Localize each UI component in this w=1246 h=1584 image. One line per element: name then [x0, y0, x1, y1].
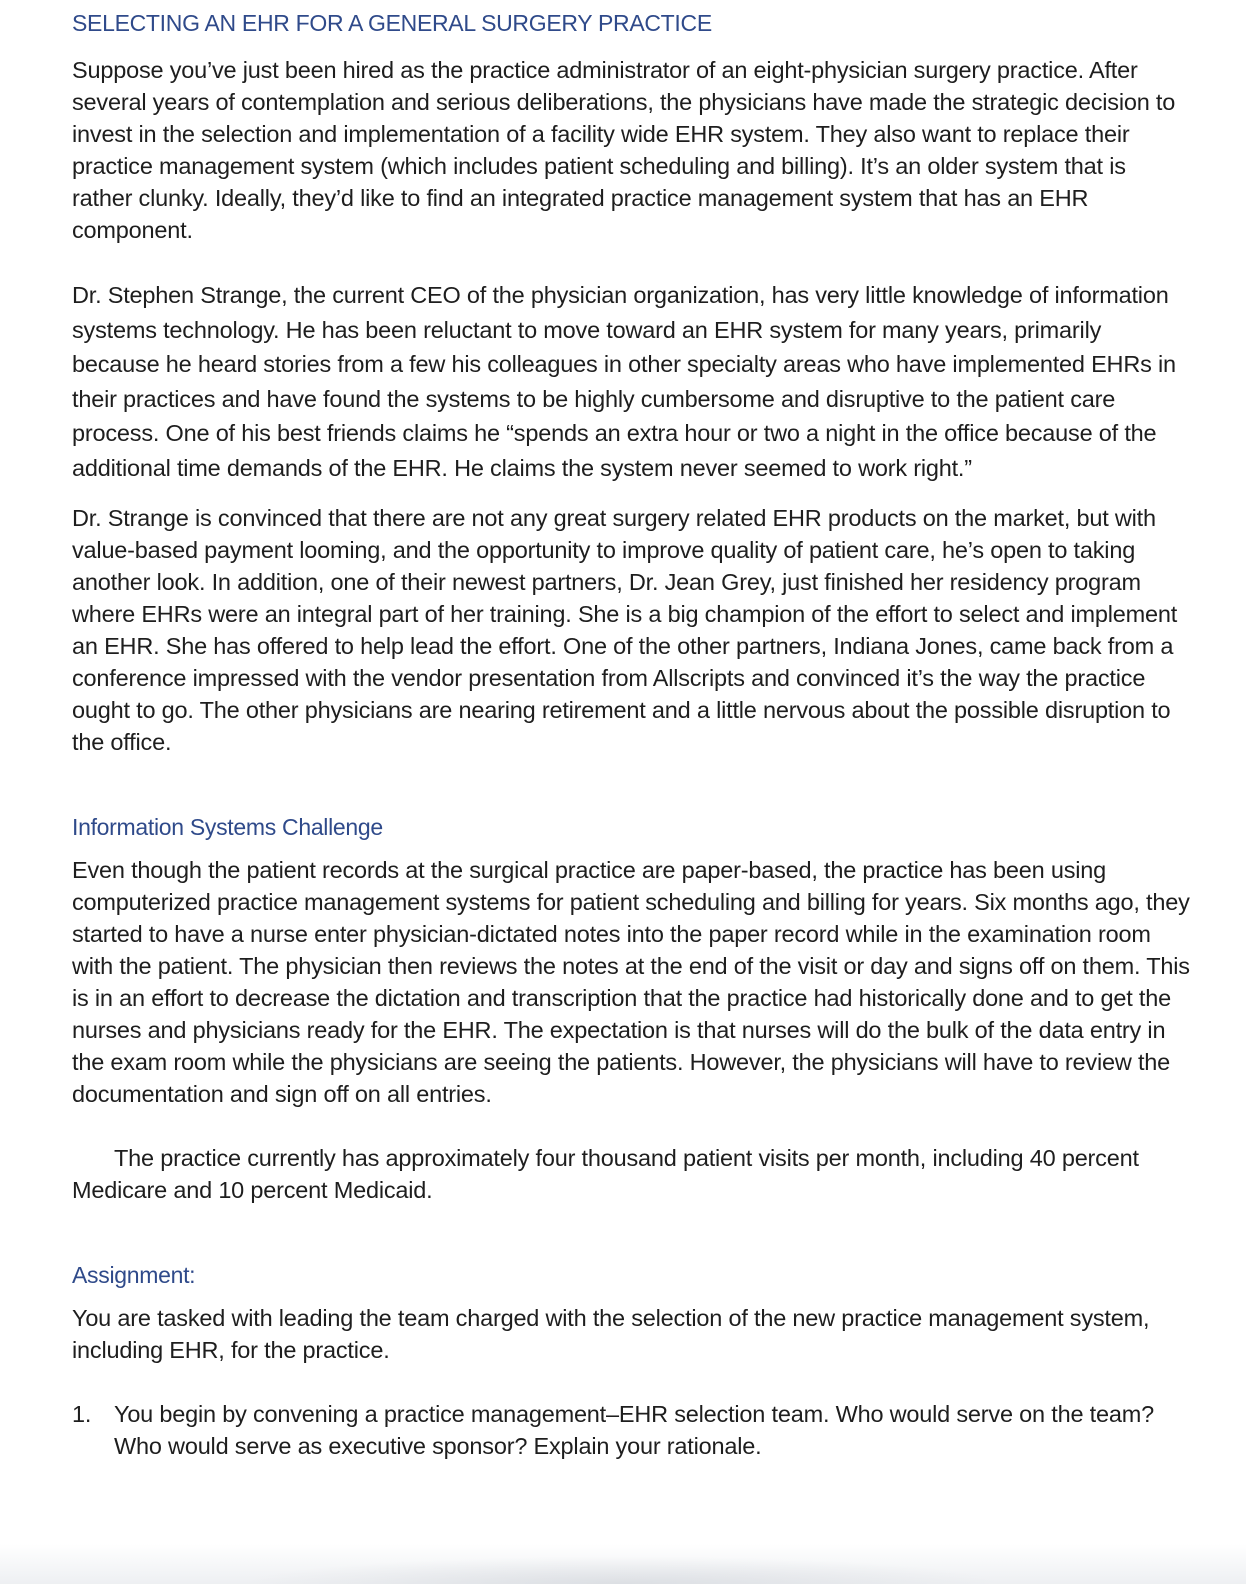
document-page [72, 6, 1192, 1462]
partners-paragraph: Dr. Strange is convinced that there are not any great surgery related EHR products on the market, but with value-based payment looming, and the opportunity to improve quality of patient care, he’s open to taking another look. In addition, one of their newest partners, Dr. Jean Grey, just finished her residency program where EHRs were an integral part of her training. She is a big champion of the effort to select and implement an EHR. She has offered to help lead the effort. One of the other partners, Indiana Jones, came back from a conference impressed with the vendor presentation from Allscripts and convinced it’s the way the practice ought to go. The other physicians are nearing retirement and a little nervous about the possible disruption to the office. [72, 505, 1178, 755]
visits-paragraph: The practice currently has approximately four thousand patient visits per month, including 40 percent Medicare and 10 percent Medicaid. [72, 1145, 1139, 1203]
challenge-heading: Information Systems Challenge [72, 814, 383, 840]
ceo-paragraph: Dr. Stephen Strange, the current CEO of the physician organization, has very little knowledge of information systems technology. He has been reluctant to move toward an EHR system for many years, primarily because he heard stories from a few his colleagues in other specialty areas who have implemented EHRs in their practices and have found the systems to be highly cumbersome and disruptive to the patient care process. One of his best friends claims he “spends an extra hour or two a night in the office because of the additional time demands of the EHR. He claims the system never seemed to work right.” [72, 282, 1176, 481]
page-bottom-shadow [0, 1544, 1246, 1584]
intro-paragraph: Suppose you’ve just been hired as the practice administrator of an eight-physician surgery practice. After several years of contemplation and serious deliberations, the physicians have made the strategic decision to invest in the selection and implementation of a facility wide EHR system. They also want to replace their practice management system (which includes patient scheduling and billing). It’s an older system that is rather clunky. Ideally, they’d like to find an integrated practice management system that has an EHR component. [72, 57, 1176, 243]
document-title: SELECTING AN EHR FOR A GENERAL SURGERY PRACTICE [72, 10, 712, 36]
assignment-question-list [72, 1398, 1192, 1462]
challenge-paragraph: Even though the patient records at the surgical practice are paper-based, the practice has been using computerized practice management systems for patient scheduling and billing for years. Six months ago, they started to have a nurse enter physician-dictated notes into the paper record while in the examination room with the patient. The physician then reviews the notes at the end of the visit or day and signs off on them. This is in an effort to decrease the dictation and transcription that the practice had historically done and to get the nurses and physicians ready for the EHR. The expectation is that nurses will do the bulk of the data entry in the exam room while the physicians are seeing the patients. However, the physicians will have to review the documentation and sign off on all entries. [72, 857, 1190, 1107]
question-text: You begin by convening a practice management–EHR selection team. Who would serve on the team? Who would serve as executive sponsor? Explain your rationale. [114, 1401, 1154, 1459]
list-item [72, 1398, 1192, 1462]
assignment-heading: Assignment: [72, 1262, 196, 1288]
assignment-intro: You are tasked with leading the team charged with the selection of the new practice management system, including EHR, for the practice. [72, 1305, 1150, 1363]
page-bottom-shadow-inner [240, 1556, 1006, 1584]
question-number: 1. [72, 1401, 92, 1427]
